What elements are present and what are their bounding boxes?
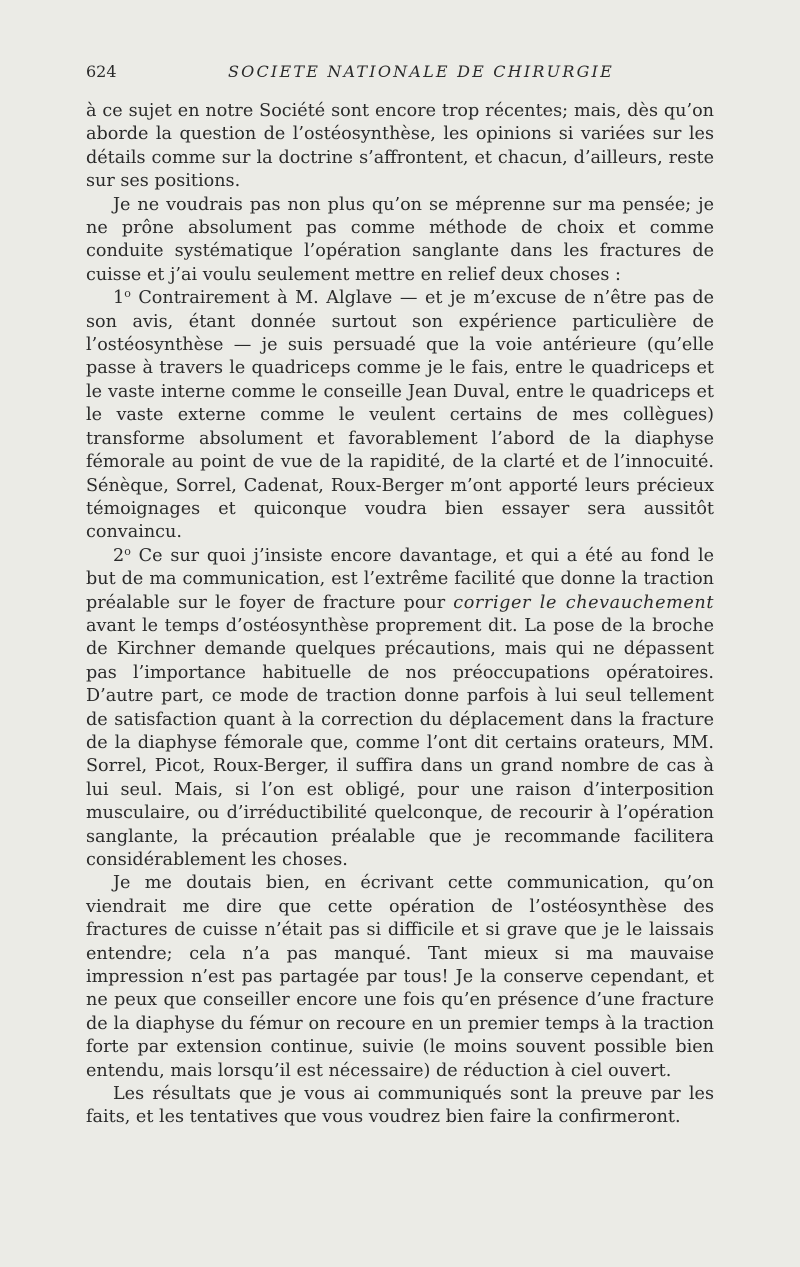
point-1-number: 1: [113, 288, 125, 309]
page-number: 624: [86, 62, 117, 81]
point-1-text: Contrairement à M. Alglave — et je m’excuse de n’être pas de son avis, étant donnée surtout son expérience particulière de l’ostéosynthèse — je suis persuadé que la voie antérieure (qu’elle passe à travers le quadriceps comme je le fais, entre le quadriceps et le vaste interne comme le conseille Jean Duval, entre le quadriceps et le vaste externe comme le veulent certains de mes collègues) transforme absolument et favorablement l’abord de la diaphyse fémorale au point de vue de la rapidité, de la clarté et de l’innocuité. Sénèque, Sorrel, Cadenat, Roux-Berger m’ont apporté leurs précieux témoignages et quiconque voudra bien essayer sera aussitôt convaincu.: [86, 288, 714, 543]
body-text: [86, 100, 714, 1130]
point-2-text-a: Ce sur quoi j’insiste encore davantage, et qui a été au fond le but de ma communication, est l’extrême facilité que donne la traction préalable sur le foyer de fracture pour: [86, 545, 714, 613]
paragraph-point-2: [86, 545, 714, 873]
point-2-ordinal: o: [124, 544, 131, 558]
paragraph-intro: Je ne voudrais pas non plus qu’on se méprenne sur ma pensée; je ne prône absolument pas comme méthode de choix et comme conduite systématique l’opération sanglante dans les fractures de cuisse et j’ai voulu seulement mettre en relief deux choses :: [86, 194, 714, 285]
point-2-emphasis: corriger le chevauchement: [453, 592, 714, 613]
paragraph-continuation: à ce sujet en notre Société sont encore trop récentes; mais, dès qu’on aborde la question de l’ostéosynthèse, les opinions si variées sur les détails comme sur la doctrine s’affrontent, et chacun, d’ailleurs, reste sur ses positions.: [86, 101, 714, 192]
point-2-number: 2: [113, 545, 125, 566]
paragraph-final: Les résultats que je vous ai communiqués sont la preuve par les faits, et les tentatives que vous voudrez bien faire la confirmeront.: [86, 1084, 714, 1128]
point-2-text-b: avant le temps d’ostéosynthèse proprement dit. La pose de la broche de Kirchner demande quelques précautions, mais qui ne dépassent pas l’importance habituelle de nos préoccupations opératoires. D’autre part, ce mode de traction donne parfois à lui seul tellement de satisfaction quant à la correction du déplacement dans la fracture de la diaphyse fémorale que, comme l’ont dit certains orateurs, MM. Sorrel, Picot, Roux-Berger, il suffira dans un grand nombre de cas à lui seul. Mais, si l’on est obligé, pour une raison d’interposition musculaire, ou d’irréductibilité quelconque, de recourir à l’opération sanglante, la précaution préalable que je recommande facilitera considérablement les choses.: [86, 615, 714, 870]
point-1-ordinal: o: [124, 287, 131, 301]
page-header: [86, 62, 714, 84]
running-head: SOCIETE NATIONALE DE CHIRURGIE: [228, 62, 614, 81]
paragraph-point-1: [86, 287, 714, 544]
paragraph-conclusion: Je me doutais bien, en écrivant cette communication, qu’on viendrait me dire que cette opération de l’ostéosynthèse des fractures de cuisse n’était pas si difficile et si grave que je le laissais entendre; cela n’a pas manqué. Tant mieux si ma mauvaise impression n’est pas partagée par tous! Je la conserve cependant, et ne peux que conseiller encore une fois qu’en présence d’une fracture de la diaphyse du fémur on recoure en un premier temps à la traction forte par extension continue, suivie (le moins souvent possible bien entendu, mais lorsqu’il est nécessaire) de réduction à ciel ouvert.: [86, 873, 714, 1081]
